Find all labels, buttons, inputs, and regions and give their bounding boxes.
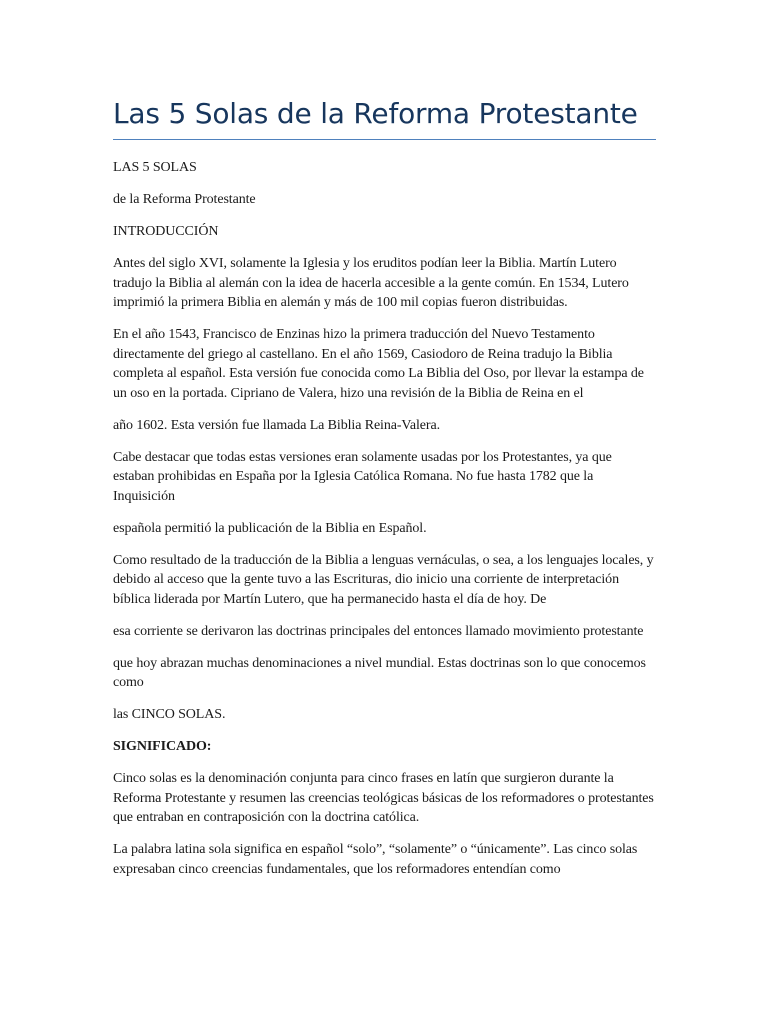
- section-heading: SIGNIFICADO:: [113, 739, 212, 754]
- paragraph: Cabe destacar que todas estas versiones eran solamente usadas por los Protestantes, ya que estaban prohibidas en España por la Iglesia Católica Romana. No fue hasta 1782 que la Inquisición: [113, 449, 612, 504]
- document-body: [113, 158, 656, 879]
- paragraph: que hoy abrazan muchas denominaciones a nivel mundial. Estas doctrinas son lo que conocemos como: [113, 655, 646, 690]
- paragraph: esa corriente se derivaron las doctrinas principales del entonces llamado movimiento protestante: [113, 623, 644, 639]
- paragraph: Antes del siglo XVI, solamente la Iglesia y los eruditos podían leer la Biblia. Martín Lutero tradujo la Biblia al alemán con la idea de hacerla accesible a la gente común. En 1534, Lutero imprimió la primera Biblia en alemán y más de 100 mil copias fueron distribuidas.: [113, 256, 629, 310]
- paragraph: Como resultado de la traducción de la Biblia a lenguas vernáculas, o sea, a los lenguajes locales, y debido al acceso que la gente tuvo a las Escrituras, dio inicio una corriente de interpretación bíblica liderada por Martín Lutero, que ha permanecido hasta el día de hoy. De: [113, 552, 654, 607]
- paragraph: La palabra latina sola significa en español “solo”, “solamente” o “únicamente”. Las cinco solas expresaban cinco creencias fundamentales, que los reformadores entendían como: [113, 842, 638, 877]
- paragraph: española permitió la publicación de la Biblia en Español.: [113, 520, 427, 536]
- paragraph: las CINCO SOLAS.: [113, 707, 226, 722]
- document-title: Las 5 Solas de la Reforma Protestante: [113, 96, 656, 140]
- paragraph: año 1602. Esta versión fue llamada La Biblia Reina-Valera.: [113, 417, 440, 433]
- paragraph: INTRODUCCIÓN: [113, 224, 219, 239]
- paragraph: Cinco solas es la denominación conjunta para cinco frases en latín que surgieron durante la Reforma Protestante y resumen las creencias teológicas básicas de los reformadores o protestantes que entraban en contraposición con la doctrina católica.: [113, 771, 654, 825]
- paragraph: En el año 1543, Francisco de Enzinas hizo la primera traducción del Nuevo Testamento directamente del griego al castellano. En el año 1569, Casiodoro de Reina tradujo la Biblia completa al español. Esta versión fue conocida como La Biblia del Oso, por llevar la estampa de un oso en la portada. Cipriano de Valera, hizo una revisión de la Biblia de Reina en el: [113, 327, 644, 401]
- paragraph: LAS 5 SOLAS: [113, 160, 197, 175]
- paragraph: de la Reforma Protestante: [113, 192, 256, 207]
